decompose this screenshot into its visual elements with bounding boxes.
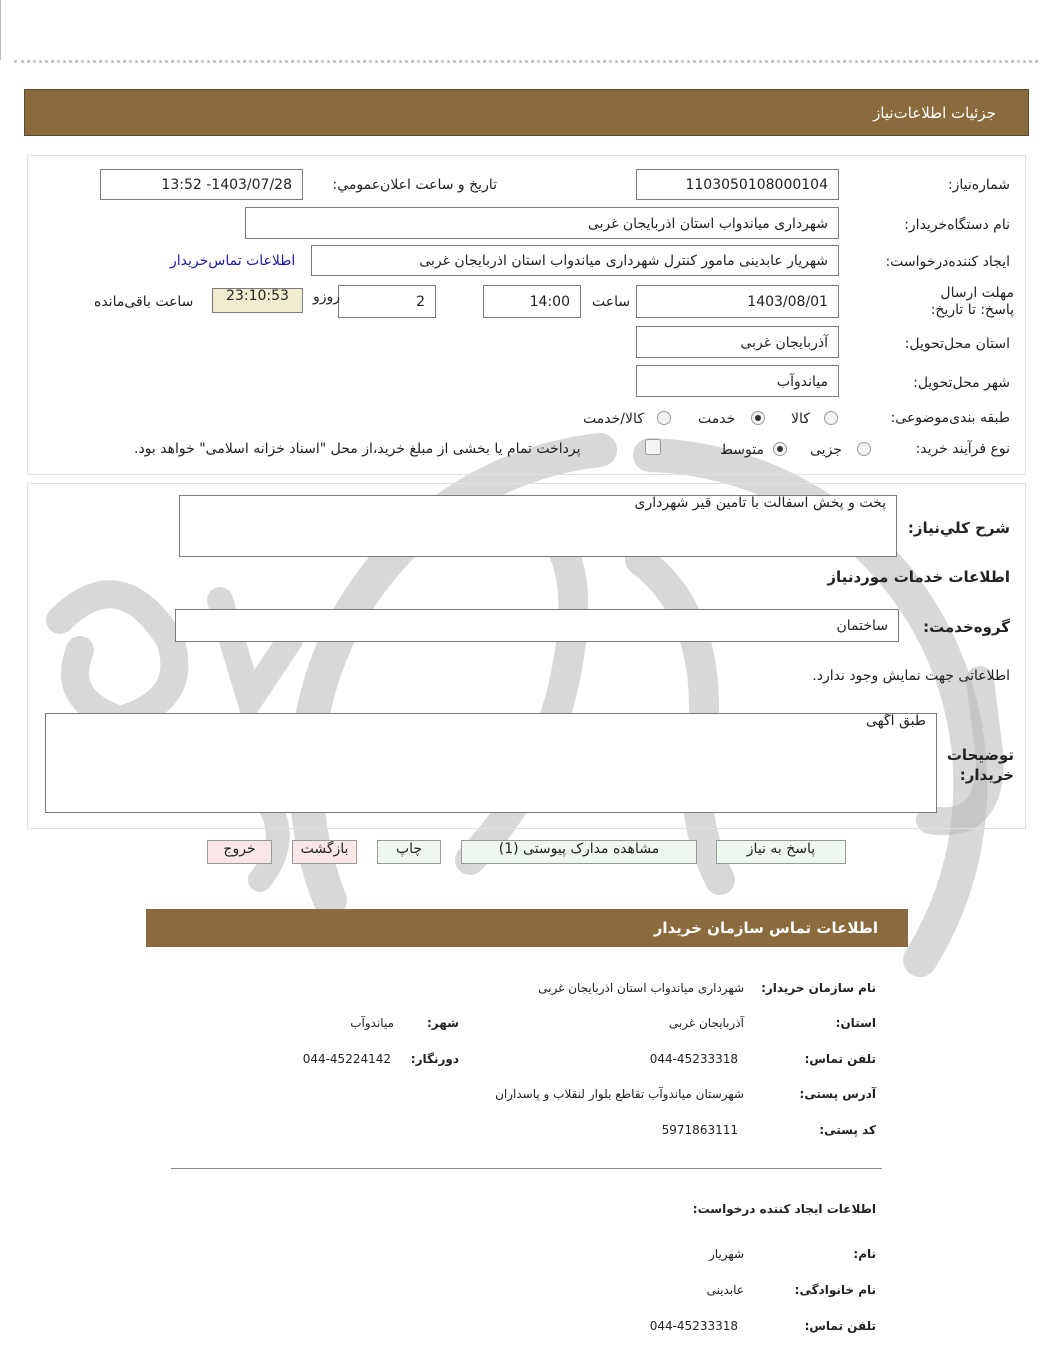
service-group-field: ساختمان xyxy=(175,609,899,642)
announce-date-label: تاريخ و ساعت اعلان‌عمومي: xyxy=(332,177,497,193)
requester-name-label: نام: xyxy=(853,1247,876,1261)
reply-button[interactable]: پاسخ به نیاز xyxy=(716,840,846,864)
buyer-org-field: شهرداری میاندواب استان اذربایجان غربی xyxy=(245,207,839,239)
process-medium-label: متوسط xyxy=(720,442,764,458)
city-label: شهر محل‌تحویل: xyxy=(913,375,1010,391)
top-dotted-divider xyxy=(14,60,1038,63)
buyer-contact-link[interactable]: اطلاعات تماس‌خریدار xyxy=(170,253,296,269)
no-info-text: اطلاعاتی جهت نمایش وجود ندارد. xyxy=(812,668,1010,684)
category-service-radio[interactable] xyxy=(751,411,765,425)
process-minor-label: جزیی xyxy=(810,442,842,458)
contact-city-label: شهر: xyxy=(427,1016,459,1030)
need-description-label: شرح کلي‌نياز: xyxy=(907,519,1010,537)
back-button[interactable]: بازگشت xyxy=(292,840,357,864)
time-remaining-field: 23:10:53 xyxy=(212,288,303,313)
announce-date-field: 1403/07/28- 13:52 xyxy=(100,169,303,200)
category-label: طبقه بندی‌موضوعی: xyxy=(890,410,1010,426)
need-description-field: پخت و پخش اسفالت با تامین قیر شهرداری xyxy=(179,495,897,557)
deadline-time-label: ساعت xyxy=(592,294,631,310)
contact-address-value: شهرستان میاندوآب تقاطع بلوار لنقلاب و پاسداران xyxy=(495,1087,744,1101)
province-field: آذربایجان غربی xyxy=(636,326,839,358)
page-header-bar xyxy=(24,89,1029,136)
contact-province-value: آذربایجان غربی xyxy=(668,1016,744,1030)
category-goods-service-label: کالا/خدمت xyxy=(583,411,644,427)
category-goods-radio[interactable] xyxy=(824,411,838,425)
buyer-notes-label: توضیحات خریدار: xyxy=(946,746,1014,784)
requester-family-label: نام خانوادگی: xyxy=(794,1283,876,1297)
requester-phone-label: تلفن تماس: xyxy=(804,1319,876,1333)
contact-phone-label: تلفن تماس: xyxy=(804,1052,876,1066)
contact-fax-label: دورنگار: xyxy=(410,1052,459,1066)
contact-header-bar xyxy=(146,909,908,947)
deadline-label: مهلت ارسال پاسخ: تا تاریخ: xyxy=(930,285,1014,318)
category-goods-label: کالا xyxy=(791,411,810,427)
contact-address-label: آدرس پستی: xyxy=(799,1087,876,1101)
contact-city-value: میاندوآب xyxy=(350,1016,394,1030)
category-service-label: خدمت xyxy=(698,411,736,427)
process-minor-radio[interactable] xyxy=(857,442,871,456)
buyer-org-label: نام دستگاه‌خریدار: xyxy=(904,217,1010,233)
view-attachments-button[interactable]: مشاهده مدارک پیوستی (1) xyxy=(461,840,697,864)
service-group-label: گروه‌خدمت: xyxy=(923,618,1010,636)
province-label: استان محل‌تحویل: xyxy=(904,336,1010,352)
deadline-date-field: 1403/08/01 xyxy=(636,285,839,318)
days-remaining-field: 2 xyxy=(338,285,436,318)
section-divider xyxy=(171,1168,882,1169)
process-label: نوع فرآیند خرید: xyxy=(915,441,1010,457)
requester-family-value: عابدینی xyxy=(706,1283,744,1297)
contact-province-label: استان: xyxy=(835,1016,876,1030)
need-number-field: 1103050108000104 xyxy=(636,169,839,200)
days-label: روزو xyxy=(313,289,341,305)
contact-phone-value: 044-45233318 xyxy=(649,1052,738,1066)
contact-fax-value: 044-45224142 xyxy=(302,1052,391,1066)
org-name-label: نام سازمان خریدار: xyxy=(761,981,876,995)
deadline-time-field: 14:00 xyxy=(483,285,581,318)
page-title: جزئيات اطلاعات‌نیاز xyxy=(873,104,996,122)
creator-label: ایجاد کننده‌درخواست: xyxy=(885,254,1010,270)
contact-postal-label: کد پستی: xyxy=(819,1123,876,1137)
requester-name-value: شهریار xyxy=(709,1247,744,1261)
left-border xyxy=(0,0,1,60)
city-field: میاندوآب xyxy=(636,365,839,397)
contact-heading: اطلاعات تماس سازمان خریدار xyxy=(653,919,878,937)
treasury-payment-note: پرداخت تمام یا بخشی از مبلغ خرید،از محل "اسناد خزانه اسلامی" خواهد بود. xyxy=(134,441,581,457)
services-heading: اطلاعات خدمات موردنیاز xyxy=(827,568,1010,586)
category-goods-service-radio[interactable] xyxy=(657,411,671,425)
creator-field: شهریار عابدینی مامور کنترل شهرداری میاندواب استان اذربایجان غربی xyxy=(311,245,839,276)
exit-button[interactable]: خروج xyxy=(207,840,272,864)
time-remaining-label: ساعت باقی‌مانده xyxy=(94,294,194,310)
org-name-value: شهرداری میاندواب استان اذربایجان غربی xyxy=(538,981,744,995)
contact-postal-value: 5971863111 xyxy=(661,1123,738,1137)
requester-phone-value: 044-45233318 xyxy=(649,1319,738,1333)
need-number-label: شماره‌نیاز: xyxy=(947,177,1010,193)
process-medium-radio[interactable] xyxy=(773,442,787,456)
print-button[interactable]: چاپ xyxy=(377,840,441,864)
requester-heading: اطلاعات ایجاد کننده درخواست: xyxy=(692,1202,876,1216)
buyer-notes-field: طبق اگهی xyxy=(45,713,937,813)
treasury-payment-checkbox[interactable] xyxy=(645,439,661,455)
